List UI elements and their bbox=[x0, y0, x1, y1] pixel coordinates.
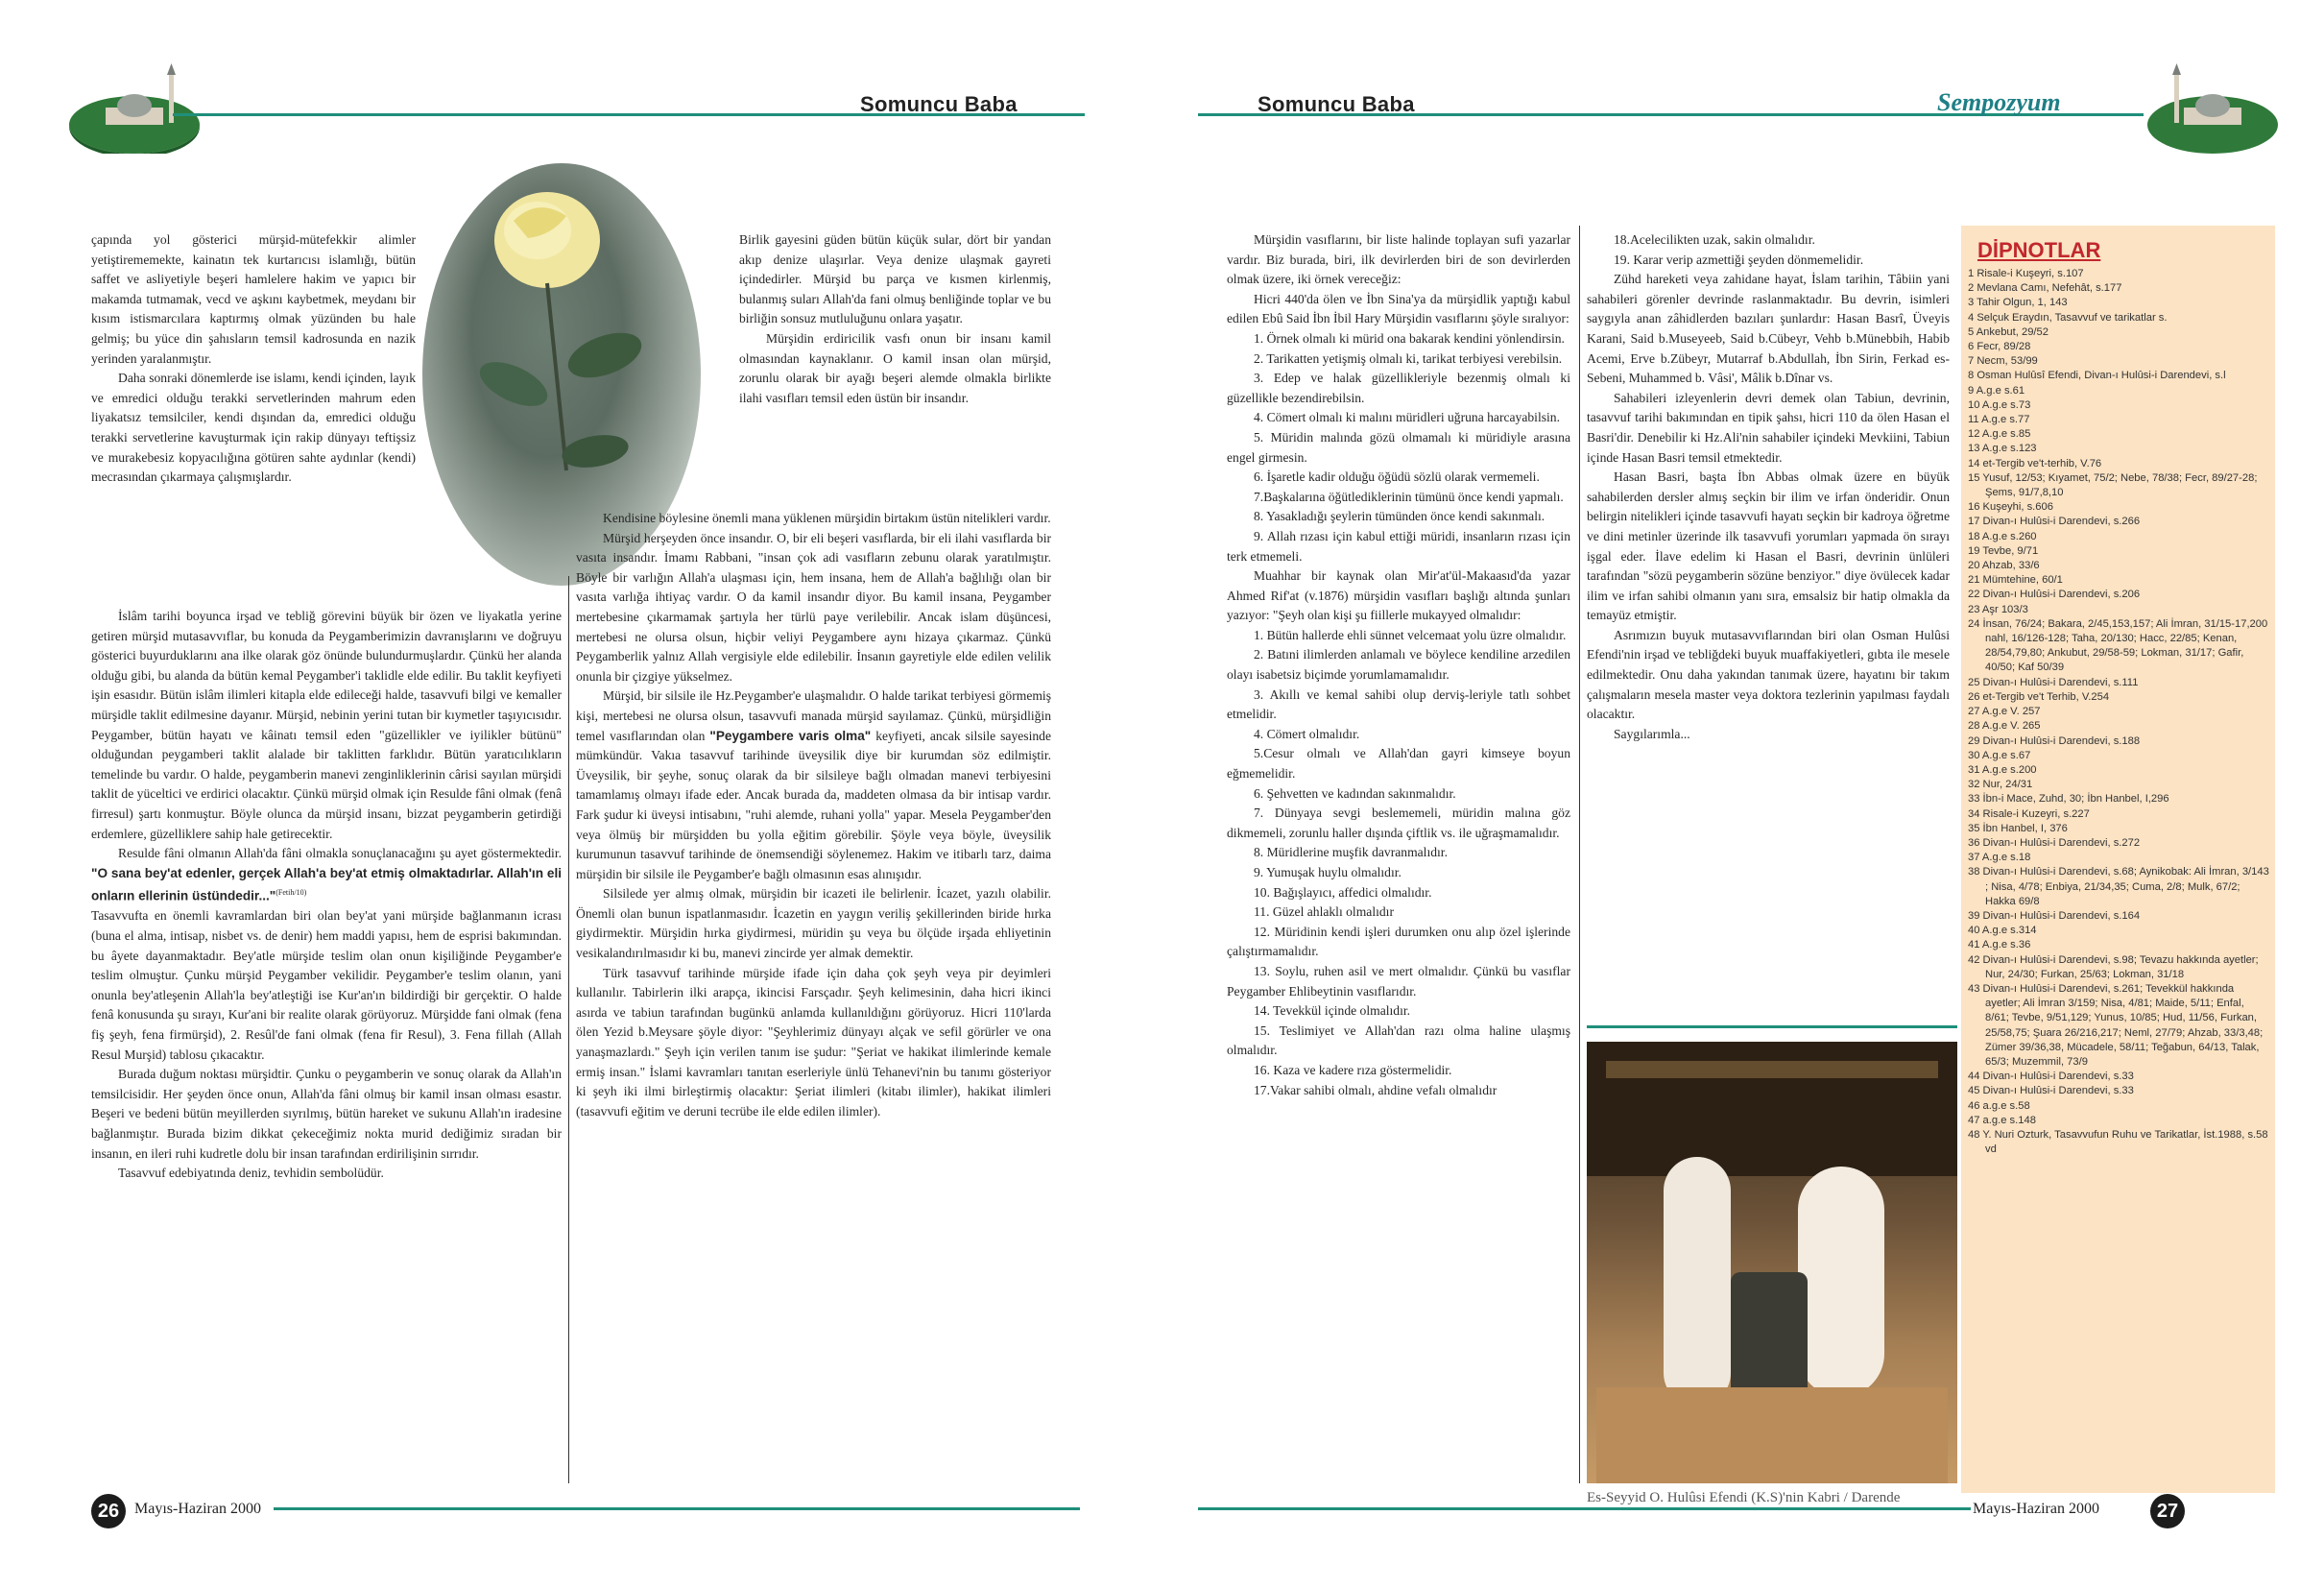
list-item: 7. Dünyaya sevgi beslememeli, müridin malına göz dikmemeli, zorunlu haller dışında çiftlik vs. ile uğraşmamalıdır. bbox=[1227, 806, 1570, 840]
footnote-item: 31 A.g.e s.200 bbox=[1968, 763, 2037, 776]
paragraph-text: keyfiyeti, ancak silsile sayesinde mümkündür. Vakıa tasavvuf tarihinde üveysilik diye bir kurumdan söz edilmiştir. Üveysilik, bir şeyhe, sonuç olarak da bir silsileye bağlı olmadan manevi terbiyesini tamamlamış olmayı ifade eder. Ancak burada da, maddeten olmasa da bir intisap vardır. Fark şudur ki üveysi intisabını, "ruhi alemde, ruhani yolla" yapar. Mesela Peygamber'den veya ölmüş bir mürşidden bu yolla eğitim görebilir. Şöyle veya böyle, üveysilik kurumunun tasavvuf tarihinde de önemsendiği söylenemez. Hakim ve itibarlı tarz, daima mürşidin bir silsile ile Peygamber'e bağlı olmasının esas alınışıdır. bbox=[576, 728, 1051, 881]
list-item: 4. Cömert olmalı ki malını müridleri uğruna harcayabilsin. bbox=[1254, 410, 1561, 425]
paragraph: Tasavvufta en önemli kavramlardan biri olan bey'at yani mürşide bağlanmanın icrası (buna el alma, intisap, nisbet vs. de denir) hem maddi yapısı, hem de esprisi bakımından. bu âyete dayanmaktadır. Bey'atle mürşide teslim olan onun kişiliğinde Peygamber'e teslim olmuştur. Çunku mürşid Peygamber vekilidir. Peygamber'e teslim olanın, yani onunla bey'atleşenin Allah'la bey'atleştiği ise Kur'an'ın bildirdiği bir gerçektir. O halde fenâ konusunda şu sırayı, Kur'ani bir realite olarak görüyoruz. Mürşidde fani olmak (fena fiş şeyh, fena firmürşid), 2. Resûl'de fani olmak (fena fir Resul), 3. Fena fillah (Allah Resul Murşid) tablosu çıkacaktır. bbox=[91, 908, 562, 1062]
paragraph bbox=[576, 686, 1051, 884]
list-item: 7.Başkalarına öğütlediklerinin tümünü önce kendi yapmalı. bbox=[1254, 489, 1564, 504]
footnote-item: 7 Necm, 53/99 bbox=[1968, 355, 2038, 368]
list-item: 8. Yasakladığı şeylerin tümünden önce kendi sakınmalı. bbox=[1254, 509, 1545, 524]
list-item: 9. Allah rızası için kabul ettiği müridi, insanların rızası için terk etmemeli. bbox=[1227, 528, 1570, 564]
paragraph: Hicri 440'da ölen ve İbn Sina'ya da mürşidlik yaptığı kabul edilen Ebû Said İbn İbil Hary Mürşidin vasıflarını şöyle sıralıyor: bbox=[1227, 291, 1570, 326]
footnote-item: 12 A.g.e s.85 bbox=[1968, 428, 2031, 441]
paragraph: Sahabileri izleyenlerin devri demek olan Tabiun, devrinin, tasavvuf tarihi bakımından en tipik şahsı, hicri 110 da ölen Hasan el Basri'dir. Denebilir ki Hz.Ali'nin sahabiler içindeki Mevkiini, Tabiun içinde Hasan Basri temsil etmektedir. bbox=[1587, 390, 1950, 465]
footnote-item: 1 Risale-i Kuşeyri, s.107 bbox=[1968, 268, 2084, 279]
list-item: 16. Kaza ve kadere rıza göstermelidir. bbox=[1254, 1062, 1452, 1077]
paragraph: Zühd hareketi veya zahidane hayat, İslam tarihin, Tâbiin yani sahabileri görenler devrinde raslanmaktadır. Bu devrin, isimleri saygıyla anan zâhidlerden bazıları şunlardır: Hasan Basrî, Üveyis Karani, Said b.Museyeeb, Said b.Cübeyr, Vehb b.Münebbih, Habib Acemi, Erve b.Zübeyr, Mutarraf b.Abdullah, İbn Sirin, Ferkad es-Sebeni, Muhammed b. Vâsi', Mâlik b.Dînar vs. bbox=[1587, 272, 1950, 386]
footnote-item: 38 Divan-ı Hulûsi-i Darendevi, s.68; Aynikobak: Ali İmran, 3/143 ; Nisa, 4/78; Enbiya, 21/34,35; Cuma, 2/8; Mulk, 67/2; Hakka 69/8 bbox=[1968, 866, 2269, 907]
list-item: 9. Yumuşak huylu olmalıdır. bbox=[1254, 865, 1402, 879]
list-item: 1. Örnek olmalı ki mürid ona bakarak kendini yönlendirsin. bbox=[1254, 330, 1565, 346]
column-divider bbox=[568, 576, 569, 1483]
list-item: 15. Teslimiyet ve Allah'dan razı olma haline ulaşmış olmalıdır. bbox=[1227, 1023, 1570, 1058]
paragraph: Mürşid herşeyden önce insandır. O, bir eli beşeri vasıflarda, bir eli ilahi vasıflarda bir vasıta insandır. İmamı Rabbani, "insan çok adi vasıfların zebunu olarak yaratılmıştır. Böyle bir varlığın Allah'a ulaşması için, hem insana, hem de Allah'a bağlılığı olan bir vasıta varlığa ihtiyaç vardır. O da kamil insandır diyor. Bu kamil insana, Peygamber mertebesine çıkarmamak şartıyla her türlü paye verilebilir. Ancak islam düşüncesi, mertebesi ne olursa olsun, hiçbir veliyi Peygambere aynı hizaya çıkarmaz. Çünkü Peygamberlik yalnız Allah vergisiyle elde edilebilir. İnsanın gayretiyle elde edilen velilik onunla bir çizgiye yükselmez. bbox=[576, 530, 1051, 684]
footnote-item: 8 Osman Hulûsî Efendi, Divan-ı Hulûsi-i Darendevi, s.l bbox=[1968, 370, 2226, 382]
list-item: 2. Batıni ilimlerden anlamalı ve böylece kendiline arzedilen olayı isabetsiz biçimde yorumlamamalıdır. bbox=[1227, 647, 1570, 683]
footnote-item: 22 Divan-ı Hulûsi-i Darendevi, s.206 bbox=[1968, 589, 2141, 601]
paragraph-text: Mürşid, bir silsile ile Hz.Peygamber'e ulaşmalıdır. O halde tarikat terbiyesi görmemiş kişi, mertebesi ne olursa olsun, tasavvufi manada mürşid sayılamaz. Çünkü, mürşidliğin temel vasıflarından olan bbox=[576, 688, 1051, 743]
running-header: Somuncu Baba bbox=[1258, 92, 1415, 116]
list-item: 5. Müridin malında gözü olmamalı ki müridiyle arasına engel girmesin. bbox=[1227, 429, 1570, 465]
footnote-item: 23 Aşr 103/3 bbox=[1968, 603, 2028, 615]
column-4 bbox=[1587, 230, 1950, 744]
left-page bbox=[0, 0, 1142, 1588]
footnote-item: 10 A.g.e s.73 bbox=[1968, 398, 2031, 411]
paragraph: Tasavvuf edebiyatında deniz, tevhidin sembolüdür. bbox=[118, 1166, 384, 1181]
footnote-item: 28 A.g.e V. 265 bbox=[1968, 720, 2041, 733]
paragraph: Muahhar bir kaynak olan Mir'at'ül-Makaasıd'da yazar Ahmed Rif'at (v.1876) mürşidin vasıfları başlığı altında şunları yazıyor: "Şeyh olan kişi şu fiillerle mukayyed olmalıdır: bbox=[1227, 568, 1570, 623]
mosque-emblem-icon bbox=[2145, 58, 2280, 154]
paragraph: Silsilede yer almış olmak, mürşidin bir icazeti ile belirlenir. İcazet, yazılı olabilir. Önemli olan bunun ispatlanmasıdır. İcazetin en yaygın veriliş şekillerinden biride hırka giydirmektir. Mürşidin hırka giydirmesi, müridin şu veya bu ölçüde irşada ehliyetinin vesikalandırılmasıdır ki bu, manevi zincirde yer almak demektir. bbox=[576, 886, 1051, 961]
footnote-item: 17 Divan-ı Hulûsi-i Darendevi, s.266 bbox=[1968, 516, 2141, 528]
footnote-item: 11 A.g.e s.77 bbox=[1968, 414, 2030, 426]
footnote-item: 21 Mümtehine, 60/1 bbox=[1968, 574, 2063, 587]
footnote-item: 42 Divan-ı Hulûsi-i Darendevi, s.98; Tevazu hakkında ayetler; Nur, 24/30; Furkan, 25/63; Lokman, 31/18 bbox=[1968, 953, 2259, 980]
list-item: 6. İşaretle kadir olduğu öğüdü sözlü olarak vermemeli. bbox=[1254, 469, 1540, 485]
footnote-item: 18 A.g.e s.260 bbox=[1968, 530, 2037, 542]
paragraph: Kendisine böylesine önemli mana yüklenen mürşidin birtakım üstün nitelikleri vardır. bbox=[603, 511, 1051, 525]
paragraph: çapında yol gösterici mürşid-mütefekkir alimler yetiştirememekte, kainatın tek kurtarıcısı islamlığı, bütün saffet ve asliyetiyle beşeri hamlelere hakim ve yapıcı bir makamda tutmamak, vecd ve aşkını kaybetmek, meydanı bir kısım istismarcılara kaptırmış olmak yüzünden bu hale gelmiş; bu yüce din şahısların temsil kadrosunda en nazik yerinden yaralanmıştır. bbox=[91, 232, 416, 366]
footnote-item: 36 Divan-ı Hulûsi-i Darendevi, s.272 bbox=[1968, 836, 2141, 849]
list-item: 6. Şehvetten ve kadından sakınmalıdır. bbox=[1254, 785, 1456, 801]
paragraph: İslâm tarihi boyunca irşad ve tebliğ görevini büyük bir özen ve liyakatla yerine getiren mürşid mutasavvıflar, bu konuda da Peygamberimizin davranışlarını ve doğruyu gösterici buyurduklarını ana ilke olarak göz önünde bulundurmuşlardır. Çünkü her alanda olduğu gibi, bu alanda da bütün kemal Peygamber'i taklidle elde edilir. Bu taklit keyfiyeti işin esasıdır. Bütün islâm ilimleri kitapla elde edileceği halde, tasavvufi bilgi ve kemaller mürşidle taklit edilmesine dayanır. Mürşid, nebinin yerini tutan bir kıymetler taşıyıcısıdır. Peygamber, bütün hayatı ve kâinatı temsil eden "güzellikler ve iyilikler bütünü" olduğundan peygamberi taklit alalade bir taklitten farklıdır. Bütün yaratıcılıkların temelinde bu vardır. O halde, peygamberin manevi zenginliklerinin cârisi sayılan mürşidi taklit de yüceltici ve erdirici olacaktır. Çünkü mürşid olmak için Resulde fâni olmak (fenâ firresul) şartı konmuştur. Böyle olunca da mürşid insanı, bizzat peygamberin getirdiği erdemlere, güzelliklere sahip hale getirecektir. bbox=[91, 609, 562, 841]
list-item: 3. Akıllı ve kemal sahibi olup derviş-leriyle tatlı sohbet etmelidir. bbox=[1227, 686, 1570, 722]
list-item: 11. Güzel ahlaklı olmalıdır bbox=[1254, 904, 1394, 920]
footnote-item: 15 Yusuf, 12/53; Kıyamet, 75/2; Nebe, 78/38; Fecr, 89/27-28; Şems, 91/7,8,10 bbox=[1968, 471, 2258, 499]
column-1-top bbox=[91, 230, 416, 488]
column-2 bbox=[576, 509, 1051, 1121]
footnote-item: 46 a.g.e s.58 bbox=[1968, 1099, 2030, 1112]
footnote-item: 43 Divan-ı Hulûsi-i Darendevi, s.261; Tevekkül hakkında ayetler; Ali İmran 3/159; Nisa, 4/81; Maide, 5/11; Enfal, 8/61; Tevbe, 9/51,129; Yunus, 10/85; Hud, 11/56, Furkan, 25/58,75; Şuara 26/216,217; Neml, 27/79; Ahzab, 33/3,48; Zümer 39/36,38, Mücadele, 58/11; Teğabun, 64/13, Talak, 65/3; Muzemmil, 73/9 bbox=[1968, 982, 2264, 1068]
column-3 bbox=[1227, 230, 1570, 1100]
footnote-item: 6 Fecr, 89/28 bbox=[1968, 341, 2031, 353]
paragraph: Asrımızın buyuk mutasavvıflarından biri olan Osman Hulûsi Efendi'nin irşad ve tebliğdeki buyuk muaffakiyetleri, gıbta ile mesele edilmektedir. Onu daha yakından tanımak üzere, hayatını bir takım çalışmaların mesela master veya doktora tezlerinin yapılması faydalı olacaktır. bbox=[1587, 627, 1950, 722]
list-item: 8. Müridlerine muşfik davranmalıdır. bbox=[1254, 845, 1448, 860]
column-1 bbox=[91, 607, 562, 1184]
paragraph: Burada duğum noktası mürşidtir. Çunku o peygamberin ve sonuç olarak da Allah'ın temsilcisidir. Her şeyden önce onun, Allah'da fâni olmuş bir kamil insan olması esastır. Beşeri ve bedeni bütün meyillerden sıyrılmış, bütün hareket ve sukunu Allah'ın iradesine bağlanmıştır. Burada bizim dikkat çekeceğimiz nokta murid dediğimiz sıradan bir insanın, en ileri ruhi kudretle dolu bir insan tarafından erdirilişinin sırrıdır. bbox=[91, 1067, 562, 1161]
column-divider bbox=[1579, 226, 1580, 1483]
list-item: 10. Bağışlayıcı, affedici olmalıdır. bbox=[1254, 884, 1432, 900]
footnote-item: 39 Divan-ı Hulûsi-i Darendevi, s.164 bbox=[1968, 909, 2141, 922]
footnote-item: 2 Mevlana Camı, Nefehât, s.177 bbox=[1968, 282, 2122, 295]
list-item: 5.Cesur olmalı ve Allah'dan gayri kimseye boyun eğmemelidir. bbox=[1227, 746, 1570, 782]
page-number: 27 bbox=[2150, 1494, 2185, 1528]
page-number: 26 bbox=[91, 1494, 126, 1528]
list-item: 13. Soylu, ruhen asil ve mert olmalıdır. Çünkü bu vasıflar Peygamber Ehlibeytinin vasıflarıdır. bbox=[1227, 963, 1570, 999]
ayet-quote: "O sana bey'at edenler, gerçek Allah'a bey'at etmiş olmaktadırlar. Allah'ın eli onların ellerinin üstündedir..." bbox=[91, 865, 562, 903]
footnotes-title: DİPNOTLAR bbox=[1977, 238, 2101, 262]
issue-label: Mayıs-Haziran 2000 bbox=[1973, 1501, 2099, 1517]
paragraph: Mürşidin vasıflarını, bir liste halinde toplayan sufi yazarlar vardır. Biz burada, biri, ilk devirlerden biri de son devirlerden olmak üzere, iki örnek vereceğiz: bbox=[1227, 232, 1570, 287]
section-tag: Sempozyum bbox=[1937, 88, 2061, 116]
footnote-item: 3 Tahir Olgun, 1, 143 bbox=[1968, 297, 2068, 309]
footnote-item: 40 A.g.e s.314 bbox=[1968, 925, 2037, 937]
footnote-item: 47 a.g.e s.148 bbox=[1968, 1114, 2036, 1126]
paragraph bbox=[91, 844, 562, 906]
list-item: 4. Cömert olmalıdır. bbox=[1254, 726, 1360, 741]
footnote-item: 14 et-Tergib ve't-terhib, V.76 bbox=[1968, 457, 2102, 469]
paragraph: Hasan Basri, başta İbn Abbas olmak üzere en büyük sahabilerden dersler almış seçkin bir ilim ve irfan önderidir. Onun belirgin nitelikleri içinde tasavvufi hayatı seçkin bir kadroya öğretme ve dini metinler üzerinde ilk tasavvufi yorumları yapmada ön sırayı işgal eder. İlave edelim ki Hasan el Basri, devrinin ünlüleri tarafından "sözü peygamberin sözüne benziyor." diye övülecek kadar ilim ve irfan sahibi olmanın yanı sıra, emsalsiz bir hatip olmakla da temayüz etmiştir. bbox=[1587, 469, 1950, 623]
footer-rule bbox=[1198, 1507, 1971, 1510]
ayet-reference: (Fetih/10) bbox=[276, 888, 307, 898]
footnote-item: 37 A.g.e s.18 bbox=[1968, 852, 2031, 864]
footnote-item: 5 Ankebut, 29/52 bbox=[1968, 325, 2048, 338]
footnote-item: 32 Nur, 24/31 bbox=[1968, 779, 2033, 791]
paragraph: Saygılarımla... bbox=[1614, 726, 1690, 741]
paragraph: Mürşidin erdiricilik vasfı onun bir insanı kamil olmasından kaynaklanır. O kamil insan olan mürşid, zorunlu olarak bir ayağı beşeri alemde olmakla birlikte ilahi vasıfları temsil eden üstün bir insandır. bbox=[739, 330, 1051, 405]
list-item: 19. Karar verip azmettiği şeyden dönmemelidir. bbox=[1614, 252, 1864, 267]
paragraph: Daha sonraki dönemlerde ise islamı, kendi içinden, layık ve emredici olduğu terakki servetlerinden mahrum eden liyakatsız temsilciler, kendi dışından da, emredici olduğu terakki servetlerine kavuşturmak için rakip dünyayı teftişsiz ve murakebesiz kopyacılığına götüren sahte aydınlar (kendi) mecrasından çıkarmaya çalışmışlardır. bbox=[91, 371, 416, 485]
footnote-item: 34 Risale-i Kuzeyri, s.227 bbox=[1968, 807, 2090, 820]
footnote-item: 30 A.g.e s.67 bbox=[1968, 749, 2031, 761]
footnote-item: 4 Selçuk Eraydın, Tasavvuf ve tarikatlar s. bbox=[1968, 311, 2168, 324]
running-header: Somuncu Baba bbox=[860, 92, 1018, 116]
footnote-item: 19 Tevbe, 9/71 bbox=[1968, 544, 2039, 557]
list-item: 17.Vakar sahibi olmalı, ahdine vefalı olmalıdır bbox=[1254, 1082, 1497, 1097]
photo-caption: Es-Seyyid O. Hulûsi Efendi (K.S)'nin Kabri / Darende bbox=[1587, 1490, 1901, 1505]
column-2-top bbox=[739, 230, 1051, 408]
footnote-item: 9 A.g.e s.61 bbox=[1968, 384, 2025, 397]
list-item: 12. Müridinin kendi işleri durumken onu alıp özel işlerinde çalıştırmamalıdır. bbox=[1227, 924, 1570, 959]
list-item: 3. Edep ve halak güzellikleriyle bezenmiş olmalı ki güzellikle bezendirebilsin. bbox=[1227, 371, 1570, 405]
footnote-item: 33 İbn-i Mace, Zuhd, 30; İbn Hanbel, I,296 bbox=[1968, 793, 2169, 806]
issue-label: Mayıs-Haziran 2000 bbox=[134, 1501, 261, 1517]
footnote-item: 45 Divan-ı Hulûsi-i Darendevi, s.33 bbox=[1968, 1085, 2134, 1097]
footnote-item: 29 Divan-ı Hulûsi-i Darendevi, s.188 bbox=[1968, 734, 2141, 747]
mosque-emblem-icon bbox=[67, 58, 202, 154]
bold-phrase: "Peygambere varis olma" bbox=[709, 728, 872, 743]
footnote-item: 25 Divan-ı Hulûsi-i Darendevi, s.111 bbox=[1968, 676, 2139, 688]
footnote-item: 16 Kuşeyhi, s.606 bbox=[1968, 501, 2053, 514]
photo-rule bbox=[1587, 1025, 1957, 1028]
list-item: 14. Tevekkül içinde olmalıdır. bbox=[1254, 1003, 1411, 1019]
list-item: 18.Acelecilikten uzak, sakin olmalıdır. bbox=[1614, 232, 1815, 247]
paragraph: Türk tasavvuf tarihinde mürşide ifade için daha çok şeyh veya pir deyimleri kullanılır. Tabirlerin ilki arapça, ikincisi Farsçadır. Şeyh kelimesinin, daha hicri ikinci asırda ve tabiun tarafından bugünkü anlamda kullanıldığını görüyoruz. Hicri 110'larda ölen Yezid b.Meysare şöyle diyor: "Şeyhlerimiz dünyayı alçak ve sefil görürler ve ona yanaşmazlardı." Şeyh için verilen tanım ise şudur: "Şeriat ve hakikat ilimlerinde kemale ermiş insan." İslami kavramları tanıtan eserleriyle ünlü Tehanevi'nin bu tanımı gösteriyor ki şeyh iki ilmi birleştirmiş olacaktır: Şeriat ilimleri (kitabı ilimler), hakikat ilimleri (tasavvufi eğitim ve deruni tecrübe ile elde edilen ilimler). bbox=[576, 965, 1051, 1119]
footnote-item: 41 A.g.e s.36 bbox=[1968, 939, 2031, 951]
footnote-item: 27 A.g.e V. 257 bbox=[1968, 706, 2041, 718]
footnote-item: 13 A.g.e s.123 bbox=[1968, 443, 2037, 455]
footnote-item: 48 Y. Nuri Ozturk, Tasavvufun Ruhu ve Tarikatlar, İst.1988, s.58 vd bbox=[1968, 1128, 2268, 1156]
footnote-item: 26 et-Tergib ve't Terhib, V.254 bbox=[1968, 690, 2110, 703]
list-item: 2. Tarikatten yetişmiş olmalı ki, tarikat terbiyesi verebilsin. bbox=[1254, 350, 1563, 366]
tomb-photo bbox=[1587, 1042, 1957, 1483]
paragraph: Birlik gayesini güden bütün küçük sular, dört bir yandan akıp denize ulaşırlar. Veya denize ulaşmak gayreti içindedirler. Mürşid bu parça ve kısmen kirlenmiş, bulanmış suları Allah'da fani olmuş benliğinde toplar ve bu birliğin sonsuz mutluluğunu onlara yaşatır. bbox=[739, 232, 1051, 326]
footnotes-list bbox=[1968, 267, 2270, 1157]
footnote-item: 24 İnsan, 76/24; Bakara, 2/45,153,157; Ali İmran, 31/15-17,200 nahl, 16/126-128; Taha, 20/130; Hacc, 22/85; Kenan, 28/54,79,80; Ankubut, 29/58-59; Lokman, 31/17; Gafir, 40/50; Kaf 50/39 bbox=[1968, 617, 2268, 674]
tomb-image bbox=[1587, 1042, 1957, 1483]
footnote-item: 44 Divan-ı Hulûsi-i Darendevi, s.33 bbox=[1968, 1071, 2134, 1083]
footer-rule bbox=[274, 1507, 1080, 1510]
footnote-item: 20 Ahzab, 33/6 bbox=[1968, 560, 2040, 572]
footnote-item: 35 İbn Hanbel, I, 376 bbox=[1968, 822, 2068, 834]
list-item: 1. Bütün hallerde ehli sünnet velcemaat yolu üzre olmalıdır. bbox=[1254, 627, 1567, 642]
paragraph-text: Resulde fâni olmanın Allah'da fâni olmakla sonuçlanacağını şu ayet göstermektedir. bbox=[118, 846, 562, 861]
